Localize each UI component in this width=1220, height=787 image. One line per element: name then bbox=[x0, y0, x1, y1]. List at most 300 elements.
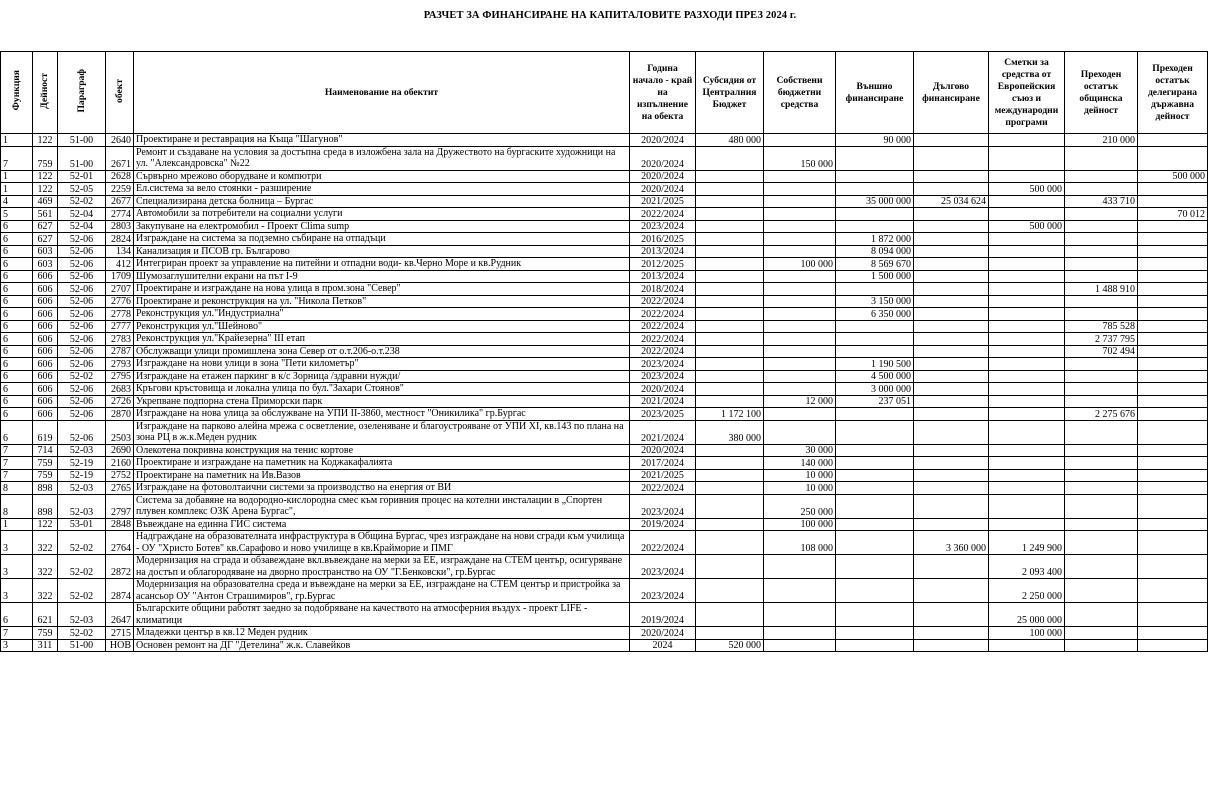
cell-object-name: Обслужващи улици промишлена зона Север от о.т.206-о.т.238 bbox=[134, 345, 630, 358]
cell-central-subsidy bbox=[696, 370, 764, 383]
cell-object: 2874 bbox=[106, 579, 134, 603]
cell-years: 2018/2024 bbox=[630, 283, 696, 296]
cell-carryover-municipal bbox=[1065, 208, 1138, 221]
cell-paragraph: 52-06 bbox=[58, 383, 106, 396]
cell-years: 2024 bbox=[630, 639, 696, 652]
cell-object: 2726 bbox=[106, 395, 134, 408]
cell-external-financing bbox=[836, 345, 914, 358]
cell-years: 2022/2024 bbox=[630, 531, 696, 555]
table-row bbox=[1, 531, 1208, 555]
cell-carryover-state bbox=[1138, 258, 1208, 271]
cell-carryover-state bbox=[1138, 457, 1208, 470]
cell-activity: 606 bbox=[33, 333, 58, 346]
cell-years: 2022/2024 bbox=[630, 482, 696, 495]
cell-paragraph: 52-06 bbox=[58, 358, 106, 371]
cell-carryover-state bbox=[1138, 469, 1208, 482]
cell-paragraph: 52-02 bbox=[58, 555, 106, 579]
cell-paragraph: 52-06 bbox=[58, 270, 106, 283]
cell-eu-funds bbox=[989, 333, 1065, 346]
cell-own-funds bbox=[764, 134, 836, 147]
cell-object: 2160 bbox=[106, 457, 134, 470]
cell-function: 1 bbox=[1, 134, 33, 147]
cell-function: 6 bbox=[1, 295, 33, 308]
cell-function: 6 bbox=[1, 308, 33, 321]
cell-eu-funds bbox=[989, 195, 1065, 208]
table-row bbox=[1, 579, 1208, 603]
cell-eu-funds bbox=[989, 134, 1065, 147]
cell-paragraph: 52-04 bbox=[58, 208, 106, 221]
cell-central-subsidy bbox=[696, 320, 764, 333]
cell-object-name: Изграждане на парково алейна мрежа с осветление, озеленяване и благоустрояване от УПИ XI, кв.143 по плана на зона РЦ в ж.к.Меден рудник bbox=[134, 420, 630, 444]
cell-object: 2671 bbox=[106, 146, 134, 170]
cell-activity: 621 bbox=[33, 603, 58, 627]
cell-paragraph: 52-02 bbox=[58, 579, 106, 603]
cell-carryover-state bbox=[1138, 320, 1208, 333]
cell-carryover-state bbox=[1138, 408, 1208, 421]
table-row bbox=[1, 358, 1208, 371]
cell-carryover-state bbox=[1138, 531, 1208, 555]
cell-object-name: Интегриран проект за управление на питейни и отпадни води- кв.Черно Море и кв.Рудник bbox=[134, 258, 630, 271]
cell-eu-funds: 500 000 bbox=[989, 220, 1065, 233]
table-row bbox=[1, 383, 1208, 396]
cell-object-name: Автомобили за потребители на социални услуги bbox=[134, 208, 630, 221]
cell-debt-financing bbox=[914, 220, 989, 233]
table-row bbox=[1, 420, 1208, 444]
cell-years: 2020/2024 bbox=[630, 146, 696, 170]
cell-central-subsidy bbox=[696, 258, 764, 271]
cell-own-funds bbox=[764, 639, 836, 652]
cell-carryover-municipal bbox=[1065, 531, 1138, 555]
cell-debt-financing bbox=[914, 208, 989, 221]
cell-eu-funds bbox=[989, 518, 1065, 531]
cell-object: 412 bbox=[106, 258, 134, 271]
cell-function: 6 bbox=[1, 320, 33, 333]
cell-external-financing: 8 094 000 bbox=[836, 245, 914, 258]
header-name: Наименование на обектит bbox=[134, 52, 630, 134]
cell-debt-financing bbox=[914, 395, 989, 408]
table-row bbox=[1, 308, 1208, 321]
cell-external-financing: 6 350 000 bbox=[836, 308, 914, 321]
cell-object-name: Модернизация на сграда и обзавеждане вкл.въвеждане на мерки за ЕЕ, изграждане на СТЕМ център, осигуряване на достъп и облагородяване на дворно пространство на ОУ "Г.Бенковски", гр.Бургас bbox=[134, 555, 630, 579]
cell-debt-financing bbox=[914, 146, 989, 170]
cell-own-funds bbox=[764, 295, 836, 308]
table-row bbox=[1, 208, 1208, 221]
cell-central-subsidy bbox=[696, 627, 764, 640]
cell-debt-financing bbox=[914, 233, 989, 246]
cell-object: 2778 bbox=[106, 308, 134, 321]
cell-carryover-municipal bbox=[1065, 395, 1138, 408]
cell-years: 2016/2025 bbox=[630, 233, 696, 246]
cell-debt-financing bbox=[914, 245, 989, 258]
cell-carryover-state bbox=[1138, 195, 1208, 208]
cell-activity: 759 bbox=[33, 146, 58, 170]
cell-carryover-state bbox=[1138, 579, 1208, 603]
cell-eu-funds bbox=[989, 444, 1065, 457]
cell-activity: 561 bbox=[33, 208, 58, 221]
table-row bbox=[1, 233, 1208, 246]
cell-debt-financing bbox=[914, 358, 989, 371]
cell-paragraph: 52-06 bbox=[58, 420, 106, 444]
cell-carryover-municipal bbox=[1065, 518, 1138, 531]
cell-object-name: Сървърно мрежово оборудване и компютри bbox=[134, 170, 630, 183]
cell-function: 1 bbox=[1, 183, 33, 196]
cell-object-name: Изграждане на система за подземно събиране на отпадъци bbox=[134, 233, 630, 246]
cell-activity: 627 bbox=[33, 220, 58, 233]
cell-function: 3 bbox=[1, 531, 33, 555]
cell-eu-funds bbox=[989, 170, 1065, 183]
cell-debt-financing bbox=[914, 518, 989, 531]
cell-object-name: Шумозаглушителни екрани на път I-9 bbox=[134, 270, 630, 283]
cell-carryover-municipal: 210 000 bbox=[1065, 134, 1138, 147]
cell-function: 7 bbox=[1, 444, 33, 457]
cell-paragraph: 52-03 bbox=[58, 444, 106, 457]
cell-activity: 122 bbox=[33, 183, 58, 196]
cell-eu-funds: 500 000 bbox=[989, 183, 1065, 196]
cell-carryover-municipal bbox=[1065, 639, 1138, 652]
cell-object-name: Специализирана детска болница – Бургас bbox=[134, 195, 630, 208]
cell-central-subsidy bbox=[696, 146, 764, 170]
cell-years: 2021/2025 bbox=[630, 195, 696, 208]
cell-function: 3 bbox=[1, 555, 33, 579]
cell-activity: 322 bbox=[33, 531, 58, 555]
cell-object-name: Изграждане на нова улица за обслужване на УПИ II-3860, местност "Оникилика" гр.Бургас bbox=[134, 408, 630, 421]
cell-eu-funds: 100 000 bbox=[989, 627, 1065, 640]
cell-carryover-municipal bbox=[1065, 420, 1138, 444]
cell-paragraph: 52-06 bbox=[58, 395, 106, 408]
cell-central-subsidy bbox=[696, 208, 764, 221]
cell-activity: 122 bbox=[33, 518, 58, 531]
cell-object: 2677 bbox=[106, 195, 134, 208]
cell-carryover-municipal bbox=[1065, 482, 1138, 495]
cell-paragraph: 52-06 bbox=[58, 345, 106, 358]
cell-external-financing: 3 150 000 bbox=[836, 295, 914, 308]
cell-function: 6 bbox=[1, 358, 33, 371]
table-row bbox=[1, 469, 1208, 482]
cell-object-name: Укрепване подпорна стена Приморски парк bbox=[134, 395, 630, 408]
cell-own-funds bbox=[764, 555, 836, 579]
cell-eu-funds bbox=[989, 383, 1065, 396]
cell-carryover-municipal: 2 275 676 bbox=[1065, 408, 1138, 421]
cell-activity: 311 bbox=[33, 639, 58, 652]
cell-object-name: Проектиране и изграждане на паметник на Коджакафалията bbox=[134, 457, 630, 470]
cell-years: 2020/2024 bbox=[630, 383, 696, 396]
cell-debt-financing bbox=[914, 170, 989, 183]
cell-years: 2019/2024 bbox=[630, 518, 696, 531]
cell-own-funds bbox=[764, 220, 836, 233]
cell-paragraph: 52-06 bbox=[58, 295, 106, 308]
cell-own-funds: 10 000 bbox=[764, 469, 836, 482]
cell-debt-financing: 25 034 624 bbox=[914, 195, 989, 208]
table-row bbox=[1, 627, 1208, 640]
cell-own-funds bbox=[764, 408, 836, 421]
cell-paragraph: 52-06 bbox=[58, 245, 106, 258]
table-row bbox=[1, 333, 1208, 346]
cell-central-subsidy bbox=[696, 494, 764, 518]
cell-function: 7 bbox=[1, 627, 33, 640]
cell-eu-funds bbox=[989, 233, 1065, 246]
cell-eu-funds bbox=[989, 258, 1065, 271]
cell-central-subsidy bbox=[696, 383, 764, 396]
cell-activity: 603 bbox=[33, 258, 58, 271]
cell-paragraph: 52-04 bbox=[58, 220, 106, 233]
cell-carryover-municipal bbox=[1065, 258, 1138, 271]
header-central-subsidy: Субсидия от Централния Бюджет bbox=[696, 52, 764, 134]
cell-function: 6 bbox=[1, 220, 33, 233]
table-row bbox=[1, 283, 1208, 296]
cell-object: 2803 bbox=[106, 220, 134, 233]
cell-years: 2020/2024 bbox=[630, 170, 696, 183]
cell-external-financing bbox=[836, 482, 914, 495]
cell-carryover-municipal bbox=[1065, 233, 1138, 246]
table-row bbox=[1, 482, 1208, 495]
cell-activity: 759 bbox=[33, 627, 58, 640]
cell-eu-funds bbox=[989, 295, 1065, 308]
cell-debt-financing bbox=[914, 627, 989, 640]
table-row bbox=[1, 195, 1208, 208]
cell-paragraph: 52-06 bbox=[58, 333, 106, 346]
cell-paragraph: 52-19 bbox=[58, 457, 106, 470]
cell-central-subsidy bbox=[696, 220, 764, 233]
cell-function: 1 bbox=[1, 170, 33, 183]
cell-carryover-municipal bbox=[1065, 579, 1138, 603]
cell-years: 2022/2024 bbox=[630, 295, 696, 308]
table-row bbox=[1, 245, 1208, 258]
cell-external-financing bbox=[836, 579, 914, 603]
cell-activity: 606 bbox=[33, 320, 58, 333]
cell-carryover-state bbox=[1138, 603, 1208, 627]
cell-carryover-municipal: 433 710 bbox=[1065, 195, 1138, 208]
cell-eu-funds: 2 093 400 bbox=[989, 555, 1065, 579]
table-row bbox=[1, 639, 1208, 652]
cell-years: 2021/2024 bbox=[630, 420, 696, 444]
cell-external-financing: 237 051 bbox=[836, 395, 914, 408]
cell-central-subsidy bbox=[696, 270, 764, 283]
cell-own-funds bbox=[764, 195, 836, 208]
cell-activity: 606 bbox=[33, 345, 58, 358]
cell-own-funds bbox=[764, 208, 836, 221]
cell-external-financing bbox=[836, 183, 914, 196]
cell-object: 2776 bbox=[106, 295, 134, 308]
cell-eu-funds bbox=[989, 395, 1065, 408]
cell-external-financing bbox=[836, 469, 914, 482]
cell-debt-financing bbox=[914, 639, 989, 652]
cell-activity: 469 bbox=[33, 195, 58, 208]
cell-carryover-municipal bbox=[1065, 627, 1138, 640]
cell-debt-financing bbox=[914, 444, 989, 457]
cell-function: 7 bbox=[1, 469, 33, 482]
cell-carryover-municipal bbox=[1065, 220, 1138, 233]
cell-object-name: Изграждане на фотоволтаични системи за производство на енергия от ВИ bbox=[134, 482, 630, 495]
cell-carryover-state: 500 000 bbox=[1138, 170, 1208, 183]
cell-object-name: Изграждане на етажен паркинг в к/с Зорница /здравни нужди/ bbox=[134, 370, 630, 383]
cell-function: 7 bbox=[1, 146, 33, 170]
cell-function: 6 bbox=[1, 370, 33, 383]
cell-years: 2023/2025 bbox=[630, 408, 696, 421]
cell-object-name: Олекотена покривна конструкция на тенис кортове bbox=[134, 444, 630, 457]
cell-debt-financing bbox=[914, 383, 989, 396]
header-paragraph: Параграф bbox=[58, 52, 106, 134]
cell-carryover-state bbox=[1138, 639, 1208, 652]
cell-object: 2872 bbox=[106, 555, 134, 579]
cell-function: 6 bbox=[1, 345, 33, 358]
cell-central-subsidy bbox=[696, 518, 764, 531]
cell-own-funds bbox=[764, 603, 836, 627]
cell-own-funds: 30 000 bbox=[764, 444, 836, 457]
cell-object: 2715 bbox=[106, 627, 134, 640]
cell-activity: 603 bbox=[33, 245, 58, 258]
table-row bbox=[1, 345, 1208, 358]
cell-function: 1 bbox=[1, 518, 33, 531]
cell-years: 2022/2024 bbox=[630, 208, 696, 221]
cell-carryover-municipal bbox=[1065, 494, 1138, 518]
cell-carryover-state bbox=[1138, 295, 1208, 308]
cell-own-funds: 10 000 bbox=[764, 482, 836, 495]
cell-debt-financing bbox=[914, 420, 989, 444]
cell-carryover-state: 70 012 bbox=[1138, 208, 1208, 221]
cell-debt-financing bbox=[914, 408, 989, 421]
cell-debt-financing bbox=[914, 308, 989, 321]
cell-carryover-municipal bbox=[1065, 457, 1138, 470]
cell-eu-funds bbox=[989, 494, 1065, 518]
cell-carryover-state bbox=[1138, 518, 1208, 531]
cell-activity: 606 bbox=[33, 308, 58, 321]
cell-eu-funds bbox=[989, 208, 1065, 221]
cell-object: 2259 bbox=[106, 183, 134, 196]
cell-own-funds bbox=[764, 420, 836, 444]
cell-paragraph: 52-06 bbox=[58, 283, 106, 296]
cell-object-name: Канализация и ПСОВ гр. Българово bbox=[134, 245, 630, 258]
table-row bbox=[1, 134, 1208, 147]
cell-activity: 714 bbox=[33, 444, 58, 457]
cell-activity: 606 bbox=[33, 358, 58, 371]
cell-carryover-state bbox=[1138, 370, 1208, 383]
cell-object: 2647 bbox=[106, 603, 134, 627]
cell-debt-financing: 3 360 000 bbox=[914, 531, 989, 555]
cell-paragraph: 52-02 bbox=[58, 531, 106, 555]
cell-function: 6 bbox=[1, 233, 33, 246]
cell-object: НОВ bbox=[106, 639, 134, 652]
cell-eu-funds bbox=[989, 146, 1065, 170]
cell-object-name: Реконструкция ул."Крайезерна" III етап bbox=[134, 333, 630, 346]
cell-activity: 759 bbox=[33, 469, 58, 482]
cell-external-financing bbox=[836, 518, 914, 531]
cell-external-financing bbox=[836, 457, 914, 470]
cell-carryover-state bbox=[1138, 482, 1208, 495]
cell-central-subsidy bbox=[696, 333, 764, 346]
cell-paragraph: 52-03 bbox=[58, 494, 106, 518]
table-row bbox=[1, 258, 1208, 271]
cell-external-financing bbox=[836, 603, 914, 627]
cell-carryover-state bbox=[1138, 270, 1208, 283]
cell-years: 2019/2024 bbox=[630, 603, 696, 627]
cell-object-name: Проектиране и изграждане на нова улица в пром.зона "Север" bbox=[134, 283, 630, 296]
cell-central-subsidy bbox=[696, 170, 764, 183]
cell-activity: 759 bbox=[33, 457, 58, 470]
table-row bbox=[1, 408, 1208, 421]
cell-carryover-municipal: 2 737 795 bbox=[1065, 333, 1138, 346]
cell-activity: 606 bbox=[33, 395, 58, 408]
cell-paragraph: 52-06 bbox=[58, 233, 106, 246]
cell-own-funds: 12 000 bbox=[764, 395, 836, 408]
cell-carryover-state bbox=[1138, 183, 1208, 196]
table-row bbox=[1, 603, 1208, 627]
cell-own-funds: 150 000 bbox=[764, 146, 836, 170]
cell-object: 2793 bbox=[106, 358, 134, 371]
cell-central-subsidy bbox=[696, 195, 764, 208]
cell-years: 2023/2024 bbox=[630, 579, 696, 603]
cell-activity: 122 bbox=[33, 134, 58, 147]
table-row bbox=[1, 395, 1208, 408]
cell-eu-funds bbox=[989, 345, 1065, 358]
cell-activity: 322 bbox=[33, 579, 58, 603]
cell-object: 2503 bbox=[106, 420, 134, 444]
cell-external-financing bbox=[836, 420, 914, 444]
cell-carryover-municipal bbox=[1065, 308, 1138, 321]
table-row bbox=[1, 146, 1208, 170]
cell-function: 3 bbox=[1, 639, 33, 652]
cell-own-funds: 100 000 bbox=[764, 518, 836, 531]
cell-object: 2870 bbox=[106, 408, 134, 421]
cell-object-name: Проектиране на паметник на Ив.Вазов bbox=[134, 469, 630, 482]
header-object: обект bbox=[106, 52, 134, 134]
cell-paragraph: 51-00 bbox=[58, 134, 106, 147]
cell-object-name: Проектиране и реставрация на Къща "Шагунов" bbox=[134, 134, 630, 147]
cell-eu-funds bbox=[989, 358, 1065, 371]
cell-central-subsidy: 380 000 bbox=[696, 420, 764, 444]
cell-eu-funds bbox=[989, 283, 1065, 296]
cell-years: 2020/2024 bbox=[630, 134, 696, 147]
cell-central-subsidy bbox=[696, 295, 764, 308]
cell-external-financing: 1 872 000 bbox=[836, 233, 914, 246]
cell-years: 2020/2024 bbox=[630, 444, 696, 457]
cell-debt-financing bbox=[914, 469, 989, 482]
cell-object-name: Реконструкция ул."Шейново" bbox=[134, 320, 630, 333]
header-debt-financing: Дългово финансиране bbox=[914, 52, 989, 134]
cell-own-funds bbox=[764, 579, 836, 603]
cell-carryover-municipal bbox=[1065, 555, 1138, 579]
cell-external-financing bbox=[836, 320, 914, 333]
cell-debt-financing bbox=[914, 482, 989, 495]
cell-external-financing bbox=[836, 531, 914, 555]
cell-external-financing: 35 000 000 bbox=[836, 195, 914, 208]
cell-object: 2848 bbox=[106, 518, 134, 531]
cell-object: 2707 bbox=[106, 283, 134, 296]
cell-paragraph: 52-19 bbox=[58, 469, 106, 482]
cell-object-name: Българските общини работят заедно за подобряване на качеството на атмосферния въздух - проект LIFE - климатици bbox=[134, 603, 630, 627]
cell-debt-financing bbox=[914, 345, 989, 358]
cell-central-subsidy bbox=[696, 482, 764, 495]
cell-years: 2021/2024 bbox=[630, 395, 696, 408]
cell-paragraph: 52-03 bbox=[58, 603, 106, 627]
cell-external-financing: 4 500 000 bbox=[836, 370, 914, 383]
cell-function: 6 bbox=[1, 245, 33, 258]
cell-eu-funds bbox=[989, 308, 1065, 321]
cell-object-name: Въвеждане на единна ГИС система bbox=[134, 518, 630, 531]
cell-carryover-state bbox=[1138, 146, 1208, 170]
page-title: РАЗЧЕТ ЗА ФИНАНСИРАНЕ НА КАПИТАЛОВИТЕ РАЗХОДИ ПРЕЗ 2024 г. bbox=[423, 10, 797, 21]
cell-years: 2022/2024 bbox=[630, 320, 696, 333]
cell-object-name: Надграждане на образователната инфраструктура в Община Бургас, чрез изграждане на нови сгради към училища - ОУ "Христо Ботев" кв.Сарафово и ново училище в кв.Крайморие и ПМГ bbox=[134, 531, 630, 555]
cell-eu-funds bbox=[989, 420, 1065, 444]
cell-paragraph: 52-02 bbox=[58, 627, 106, 640]
cell-activity: 606 bbox=[33, 295, 58, 308]
cell-function: 6 bbox=[1, 408, 33, 421]
cell-object: 2777 bbox=[106, 320, 134, 333]
cell-object: 2787 bbox=[106, 345, 134, 358]
cell-central-subsidy bbox=[696, 283, 764, 296]
cell-years: 2021/2025 bbox=[630, 469, 696, 482]
cell-activity: 606 bbox=[33, 270, 58, 283]
